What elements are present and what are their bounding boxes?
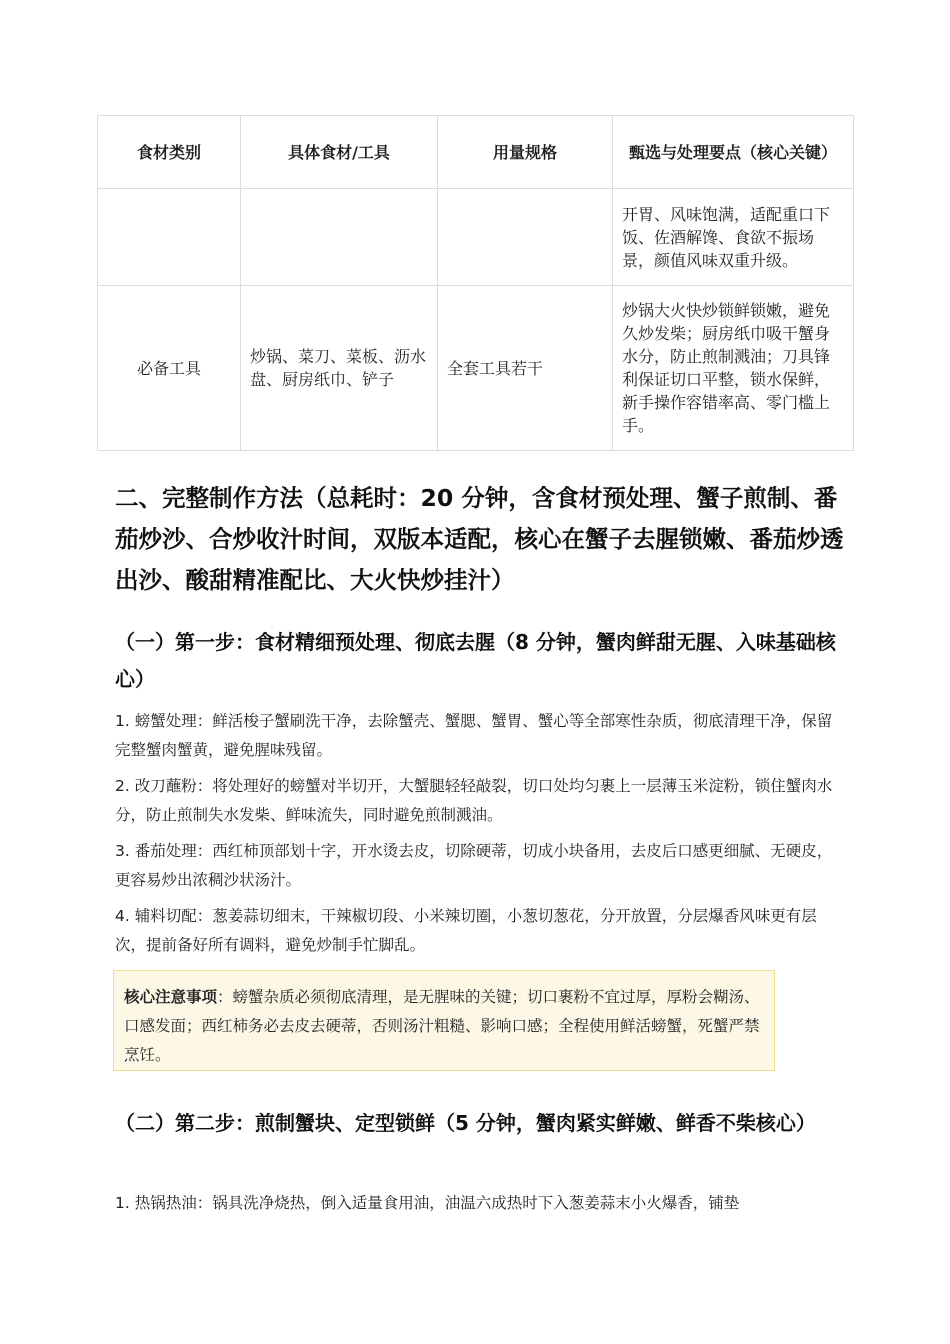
note-text: ：螃蟹杂质必须彻底清理，是无腥味的关键；切口裹粉不宜过厚，厚粉会糊汤、口感发面；西红柿务必去皮去硬蒂，否则汤汁粗糙、影响口感；全程使用鲜活螃蟹，死蟹严禁烹饪。 [124, 988, 760, 1064]
table-header-row [98, 116, 854, 189]
table-cell [241, 189, 438, 286]
table-row [98, 286, 854, 451]
list-item: 3. 番茄处理：西红柿顶部划十字，开水烫去皮，切除硬蒂，切成小块备用，去皮后口感更细腻、无硬皮，更容易炒出浓稠沙状汤汁。 [115, 842, 833, 889]
table-header-cell: 用量规格 [438, 116, 613, 189]
list-item: 4. 辅料切配：葱姜蒜切细末，干辣椒切段、小米辣切圈，小葱切葱花，分开放置，分层爆香风味更有层次，提前备好所有调料，避免炒制手忙脚乱。 [115, 907, 817, 954]
table-cell: 炒锅大火快炒锁鲜锁嫩，避免久炒发柴；厨房纸巾吸干蟹身水分，防止煎制溅油；刀具锋利保证切口平整，锁水保鲜，新手操作容错率高、零门槛上手。 [613, 286, 854, 451]
step1-heading: （一）第一步：食材精细预处理、彻底去腥（8 分钟，蟹肉鲜甜无腥、入味基础核心） [115, 630, 836, 691]
note-callout [113, 970, 775, 1071]
table-header-cell: 甄选与处理要点（核心关键） [613, 116, 854, 189]
step2-list [115, 1189, 837, 1225]
list-item: 1. 螃蟹处理：鲜活梭子蟹刷洗干净，去除蟹壳、蟹腮、蟹胃、蟹心等全部寒性杂质，彻底清理干净，保留完整蟹肉蟹黄，避免腥味残留。 [115, 712, 833, 759]
table-cell: 开胃、风味饱满，适配重口下饭、佐酒解馋、食欲不振场景，颜值风味双重升级。 [613, 189, 854, 286]
table-cell: 必备工具 [98, 286, 241, 451]
table-cell [98, 189, 241, 286]
table-row [98, 189, 854, 286]
list-item: 2. 改刀蘸粉：将处理好的螃蟹对半切开，大蟹腿轻轻敲裂，切口处均匀裹上一层薄玉米淀粉，锁住蟹肉水分，防止煎制失水发柴、鲜味流失，同时避免煎制溅油。 [115, 777, 833, 824]
table-cell [438, 189, 613, 286]
list-item: 1. 热锅热油：锅具洗净烧热，倒入适量食用油，油温六成热时下入葱姜蒜末小火爆香，铺垫 [115, 1194, 740, 1212]
section-heading: 二、完整制作方法（总耗时：20 分钟，含食材预处理、蟹子煎制、番茄炒沙、合炒收汁时间，双版本适配，核心在蟹子去腥锁嫩、番茄炒透出沙、酸甜精准配比、大火快炒挂汁） [115, 484, 844, 594]
table-cell: 全套工具若干 [438, 286, 613, 451]
step2-heading: （二）第二步：煎制蟹块、定型锁鲜（5 分钟，蟹肉紧实鲜嫩、鲜香不柴核心） [115, 1111, 816, 1135]
ingredients-table [97, 115, 854, 451]
step1-list [115, 707, 837, 967]
table-cell: 炒锅、菜刀、菜板、沥水盘、厨房纸巾、铲子 [241, 286, 438, 451]
table-header-cell: 食材类别 [98, 116, 241, 189]
note-label: 核心注意事项 [124, 988, 218, 1006]
table-header-cell: 具体食材/工具 [241, 116, 438, 189]
